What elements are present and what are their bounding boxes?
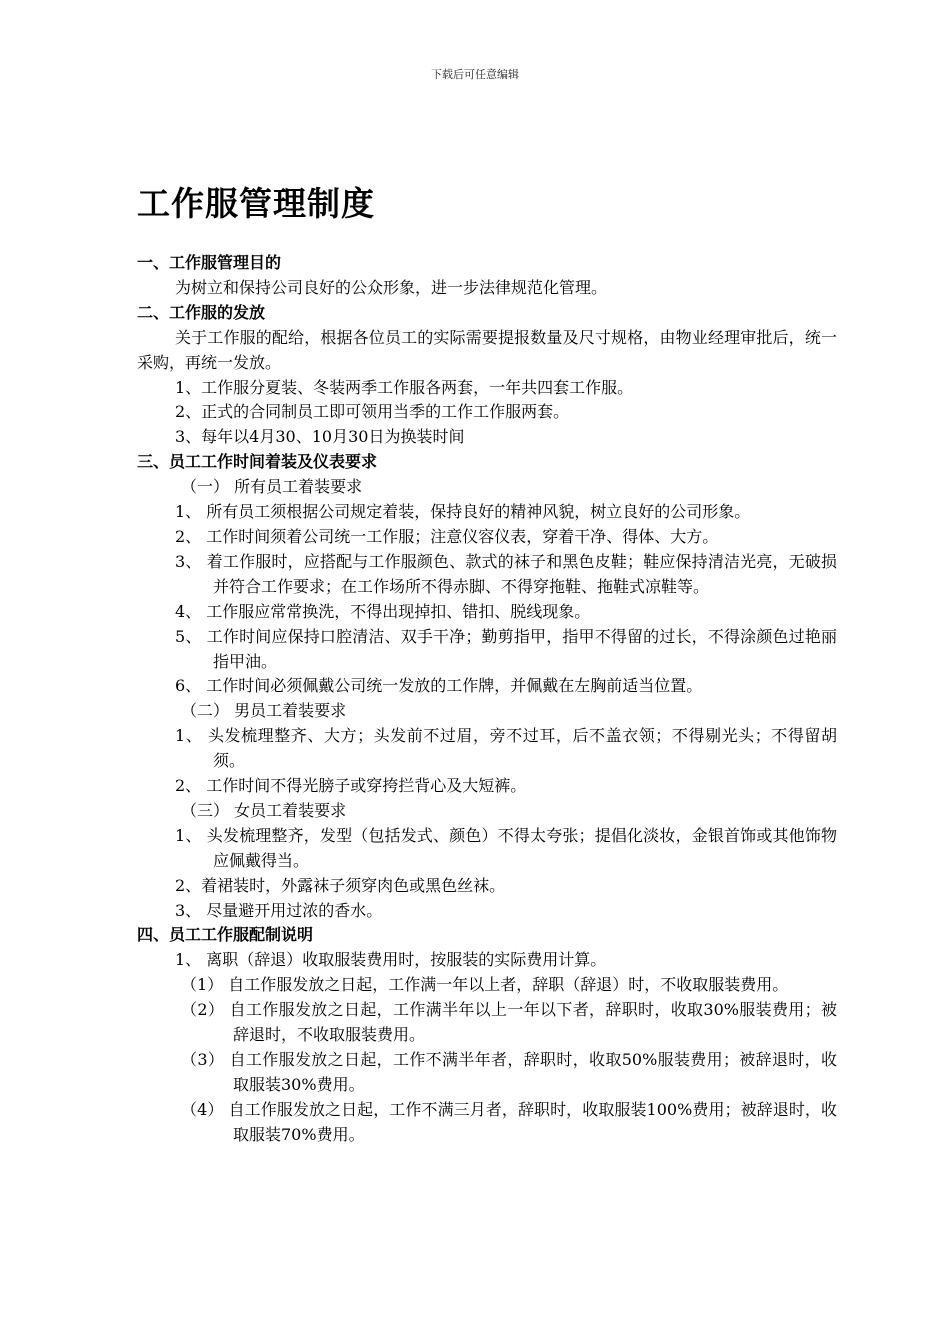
section-3-heading: 三、员工工作时间着装及仪表要求 [137,452,378,472]
section-2-item-3: 3、每年以4月30、10月30日为换装时间 [175,427,465,447]
section-3-sub-1-item-2: 2、 工作时间须着公司统一工作服；注意仪容仪表，穿着干净、得体、大方。 [175,526,719,546]
section-4-clause-1: （1） 自工作服发放之日起，工作满一年以上者，辞职（辞退）时，不收取服装费用。 [181,975,789,995]
section-3-sub-3-item-2: 2、着裙装时，外露袜子须穿肉色或黑色丝袜。 [175,875,506,895]
section-4-clause-2: （2） 自工作服发放之日起，工作满半年以上一年以下者，辞职时，收取30%服装费用；被辞退时，不收取服装费用。 [181,1000,837,1045]
section-2-item-1: 1、工作服分夏装、冬装两季工作服各两套，一年共四套工作服。 [175,377,634,397]
section-4-heading: 四、员工工作服配制说明 [137,925,314,945]
section-3-sub-2-item-2: 2、 工作时间不得光膀子或穿挎拦背心及大短裤。 [175,776,527,796]
section-3-sub-3-heading: （三） 女员工着装要求 [181,800,347,820]
section-3-sub-3-item-3: 3、 尽量避开用过浓的香水。 [175,900,383,920]
section-1-heading: 一、工作服管理目的 [137,253,282,272]
section-2-paragraph: 关于工作服的配给，根据各位员工的实际需要提报数量及尺寸规格，由物业经理审批后，统一采购，再统一发放。 [137,327,837,372]
section-3-sub-1-heading: （一） 所有员工着装要求 [181,477,363,497]
section-3-sub-1-item-6: 6、 工作时间必须佩戴公司统一发放的工作牌，并佩戴在左胸前适当位置。 [175,676,703,696]
document-body [137,251,837,1148]
section-3-sub-2-item-1: 1、 头发梳理整齐、大方；头发前不过眉，旁不过耳，后不盖衣领；不得剔光头；不得留胡须。 [175,726,837,771]
section-2-heading: 二、工作服的发放 [137,302,266,322]
section-4-clause-4: （4） 自工作服发放之日起，工作不满三月者，辞职时，收取服装100%费用；被辞退时，收取服装70%费用。 [181,1099,837,1144]
section-3-sub-2-heading: （二） 男员工着装要求 [181,701,347,721]
page-header-note: 下载后可任意编辑 [431,68,519,81]
section-3-sub-1-item-1: 1、 所有员工须根据公司规定着装，保持良好的精神风貌，树立良好的公司形象。 [175,502,751,522]
section-4-item-1: 1、 离职（辞退）收取服装费用时，按服装的实际费用计算。 [175,950,607,970]
section-3-sub-3-item-1: 1、 头发梳理整齐，发型（包括发式、颜色）不得太夸张；提倡化淡妆，金银首饰或其他饰物应佩戴得当。 [175,825,837,870]
document-title: 工作服管理制度 [137,184,375,223]
section-3-sub-1-item-5: 5、 工作时间应保持口腔清洁、双手干净；勤剪指甲，指甲不得留的过长，不得涂颜色过艳丽指甲油。 [175,626,837,671]
section-4-clause-3: （3） 自工作服发放之日起，工作不满半年者，辞职时，收取50%服装费用；被辞退时，收取服装30%费用。 [181,1050,837,1094]
section-1-paragraph: 为树立和保持公司良好的公众形象，进一步法律规范化管理。 [175,277,608,297]
section-2-item-2: 2、正式的合同制员工即可领用当季的工作工作服两套。 [175,402,570,422]
section-3-sub-1-item-3: 3、 着工作服时，应搭配与工作服颜色、款式的袜子和黑色皮鞋；鞋应保持清洁光亮，无破损并符合工作要求；在工作场所不得赤脚、不得穿拖鞋、拖鞋式凉鞋等。 [175,551,837,596]
section-3-sub-1-item-4: 4、 工作服应常常换洗，不得出现掉扣、错扣、脱线现象。 [175,601,591,621]
